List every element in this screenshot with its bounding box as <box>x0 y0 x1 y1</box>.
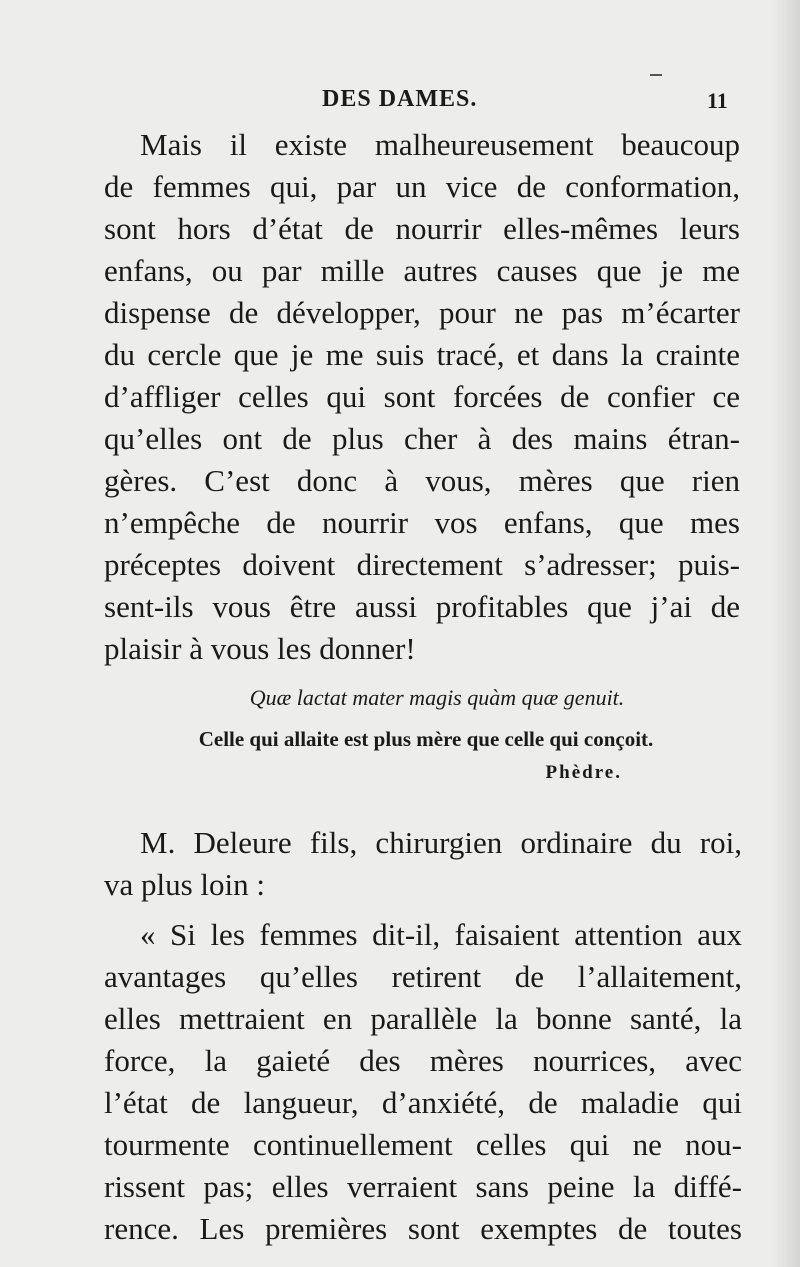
text-line: qu’elles ont de plus cher à des mains étran- <box>104 421 740 456</box>
epigraph-quote <box>104 682 740 788</box>
text-line: M. Deleure fils, chirurgien ordinaire du roi, <box>140 825 742 860</box>
page-number: 11 <box>707 88 728 113</box>
text-line: va plus loin : <box>104 867 266 902</box>
text-line: rissent pas; elles verraient sans peine la diffé- <box>104 1169 742 1204</box>
text-line: tourmente continuellement celles qui ne nou- <box>104 1127 742 1162</box>
text-line: avantages qu’elles retirent de l’allaitement, <box>104 959 742 994</box>
page-header <box>0 86 800 122</box>
text-line: préceptes doivent directement s’adresser; puis- <box>104 547 740 582</box>
text-line: « Si les femmes dit-il, faisaient attention aux <box>140 917 742 952</box>
text-line: force, la gaieté des mères nourrices, avec <box>104 1043 742 1078</box>
paragraph-1 <box>104 124 740 670</box>
quote-latin: Quæ lactat mater magis quàm quæ genuit. <box>249 685 625 710</box>
text-line: d’affliger celles qui sont forcées de confier ce <box>104 379 740 414</box>
text-line: Mais il existe malheureusement beaucoup <box>140 127 740 162</box>
text-line: sont hors d’état de nourrir elles-mêmes leurs <box>104 211 740 246</box>
text-line: rence. Les premières sont exemptes de toutes <box>104 1211 742 1246</box>
ink-mark <box>650 74 662 76</box>
quote-french: Celle qui allaite est plus mère que celle qui conçoit. <box>198 727 654 751</box>
text-line: gères. C’est donc à vous, mères que rien <box>104 463 740 498</box>
text-line: elles mettraient en parallèle la bonne santé, la <box>104 1001 742 1036</box>
text-line: enfans, ou par mille autres causes que je me <box>104 253 740 288</box>
text-line: l’état de langueur, d’anxiété, de maladie qui <box>104 1085 742 1120</box>
text-line: plaisir à vous les donner! <box>104 631 416 666</box>
text-line: dispense de développer, pour ne pas m’écarter <box>104 295 740 330</box>
running-head: DES DAMES. <box>322 86 478 112</box>
paragraph-2 <box>104 822 742 1250</box>
quote-author: Phèdre. <box>545 762 622 783</box>
text-line: du cercle que je me suis tracé, et dans la crainte <box>104 337 740 372</box>
text-line: sent-ils vous être aussi profitables que j’ai de <box>104 589 740 624</box>
text-line: de femmes qui, par un vice de conformation, <box>104 169 740 204</box>
text-line: n’empêche de nourrir vos enfans, que mes <box>104 505 740 540</box>
